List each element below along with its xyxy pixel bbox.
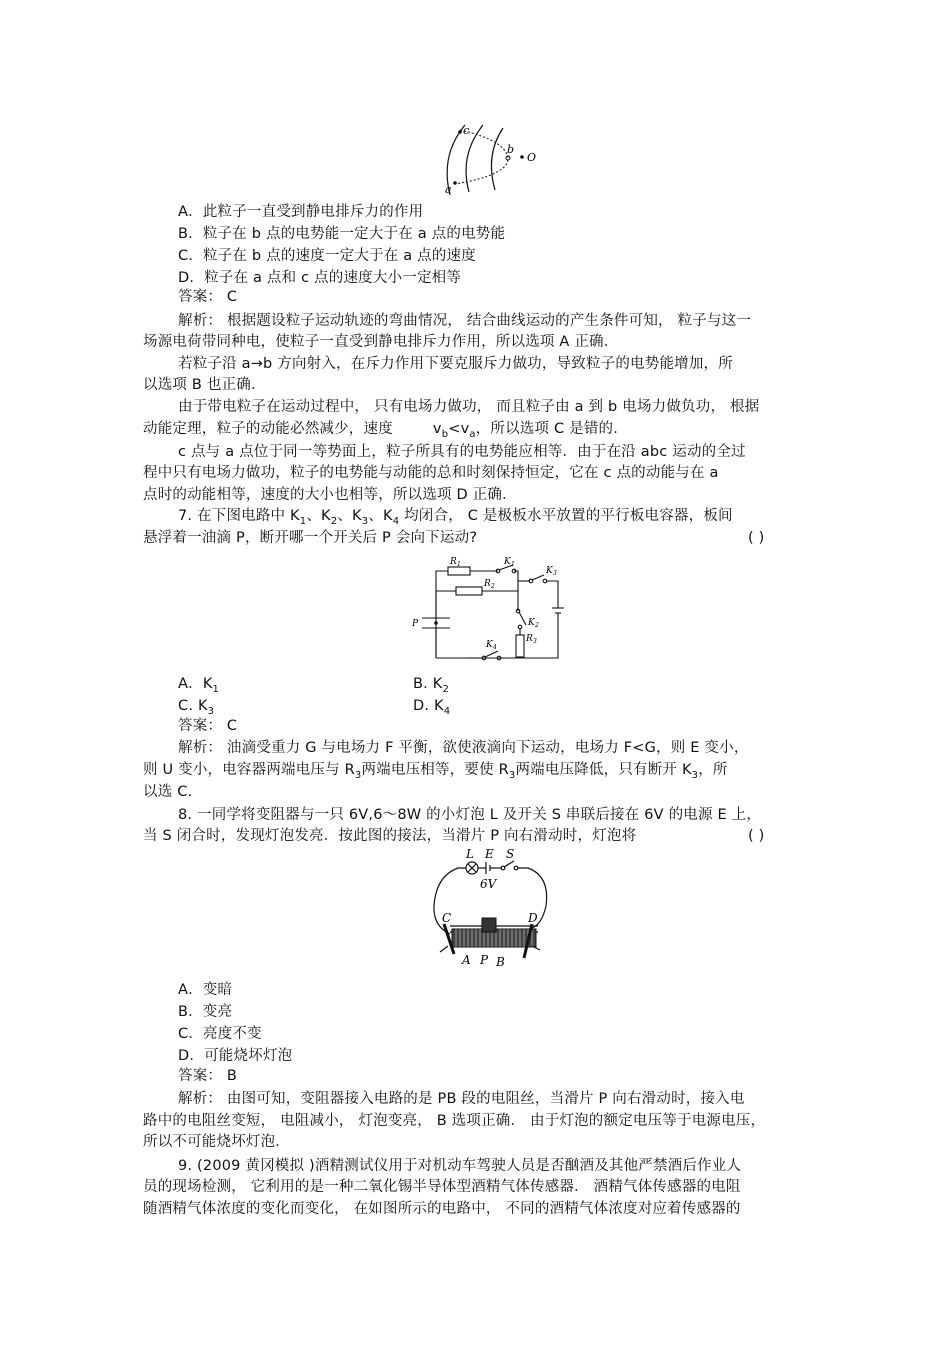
q8-stem-2: 当 S 闭合时，发现灯泡发亮．按此图的接法，当滑片 P 向右滑动时，灯泡将: [143, 828, 637, 844]
q7-stem-1-d: 、K: [368, 508, 393, 524]
q7-stem-1-sub3: 3: [361, 515, 369, 527]
q6-speed-sub-b: b: [441, 428, 449, 440]
q7-option-a-text: A．K: [178, 676, 213, 692]
q7-option-c-text: C. K: [178, 698, 208, 714]
circuit-label-k4-sub: 4: [493, 644, 497, 651]
q6-analysis-3: 若粒子沿 a→b 方向射入，在斥力作用下要克服斥力做功，导致粒子的电势能增加，所: [178, 356, 733, 372]
rheostat-label-b: B: [496, 955, 505, 968]
q7-stem-2: 悬浮着一油滴 P，断开哪一个开关后 P 会向下运动?: [143, 530, 478, 546]
q7-analysis-2-sub1: 3: [354, 769, 362, 781]
q7-stem-1-sub2: 2: [330, 515, 338, 527]
q7-analysis-2-c: 两端电压降低，只有断开 K: [515, 762, 692, 778]
q7-analysis-2-a: 则 U 变小，电容器两端电压与 R: [143, 762, 355, 778]
q7-analysis-2: [143, 760, 728, 786]
q6-analysis-5: 由于带电粒子在运动过程中， 只有电场力做功， 而且粒子由 a 到 b 电场力做负功， 根据: [178, 399, 760, 415]
circuit-label-r2: R: [484, 579, 491, 589]
q6-speed-lt: <v: [448, 421, 470, 437]
q7-option-a-sub: 1: [212, 683, 220, 695]
q6-option-b: B．粒子在 b 点的电势能一定大于在 a 点的电势能: [178, 226, 506, 242]
q6-option-c: C．粒子在 b 点的速度一定大于在 a 点的速度: [178, 248, 476, 264]
q6-speed-v: v: [432, 421, 442, 437]
q7-stem-1-c: 、K: [337, 508, 362, 524]
q8-option-d: D．可能烧坏灯泡: [178, 1048, 293, 1064]
q7-analysis-2-sub2: 3: [508, 769, 516, 781]
q7-analysis-2-sub3: 3: [691, 769, 699, 781]
circuit-label-r3: R: [526, 634, 533, 644]
q7-stem-1-b: 、K: [306, 508, 331, 524]
q7-stem-1-sub4: 4: [392, 515, 400, 527]
q6-option-a: A．此粒子一直受到静电排斥力的作用: [178, 204, 424, 220]
q8-stem-1: 8. 一同学将变阻器与一只 6V,6～8W 的小灯泡 L 及开关 S 串联后接在 6V 的电源 E 上，: [178, 807, 762, 823]
rheostat-label-a: A: [462, 953, 471, 967]
q7-option-d: [413, 696, 450, 722]
rheostat-label-e: E: [485, 847, 494, 861]
q9-line-1: 9. (2009 黄冈模拟 )酒精测试仪用于对机动车驾驶人员是否酗酒及其他严禁酒后作业人: [178, 1158, 742, 1174]
circuit-label-k2-sub: 2: [535, 622, 539, 629]
circuit-label-k1: K: [504, 557, 511, 567]
circuit-label-k1-sub: 1: [511, 561, 515, 568]
circuit-label-r3-sub: 3: [533, 638, 537, 645]
q6-analysis-6: [143, 419, 628, 445]
q7-option-c-sub: 3: [207, 705, 215, 717]
fig1-label-a: a: [445, 183, 452, 196]
circuit-label-r1: R: [450, 557, 457, 567]
rheostat-figure: [428, 846, 554, 968]
q7-analysis-2-d: ，所: [698, 762, 728, 778]
q6-analysis-9: 点时的动能相等，速度的大小也相等，所以选项 D 正确．: [143, 487, 517, 503]
q6-analysis-2: 场源电荷带同种电，使粒子一直受到静电排斥力作用，所以选项 A 正确．: [143, 334, 619, 350]
q9-line-3: 随酒精气体浓度的变化而变化， 在如图所示的电路中， 不同的酒精气体浓度对应着传感器的: [143, 1201, 741, 1217]
circuit-label-p: P: [412, 619, 419, 629]
q7-analysis-2-b: 两端电压相等，要使 R: [361, 762, 509, 778]
q6-analysis-6-text: 动能定理，粒子的动能必然减少，速度: [143, 421, 393, 437]
q7-stem-1-sub1: 1: [299, 515, 307, 527]
q7-option-d-sub: 4: [443, 705, 451, 717]
rheostat-label-s: S: [506, 847, 515, 861]
rheostat-label-p: P: [480, 953, 489, 967]
q7-answer: 答案： C: [178, 718, 238, 734]
q7-stem-1-a: 7. 在下图电路中 K: [178, 508, 300, 524]
q6-answer: 答案： C: [178, 289, 238, 305]
q6-speed-suffix: ，所以选项 C 是错的．: [475, 421, 628, 437]
circuit-label-r1-sub: 1: [457, 561, 461, 568]
circuit-label-k4: K: [486, 640, 493, 650]
circuit-label-k2: K: [528, 618, 535, 628]
circuit-figure: [408, 553, 568, 661]
q7-analysis-3: 以选 C.: [143, 784, 193, 800]
q8-analysis-1: 解析： 由图可知，变阻器接入电路的是 PB 段的电阻丝，当滑片 P 向右滑动时，接入电: [178, 1091, 745, 1107]
q6-analysis-4: 以选项 B 也正确．: [143, 377, 266, 393]
q7-answer-blank: ( ): [748, 530, 765, 546]
fig1-label-b: b: [507, 143, 515, 156]
q6-option-d: D．粒子在 a 点和 c 点的速度大小一定相等: [178, 270, 462, 286]
q8-analysis-3: 所以不可能烧坏灯泡．: [143, 1134, 290, 1150]
q8-answer: 答案： B: [178, 1068, 238, 1084]
rheostat-label-d: D: [528, 911, 538, 925]
q6-analysis-7: c 点与 a 点位于同一等势面上，粒子所具有的电势能应相等．由于在沿 abc 运动的全过: [178, 444, 746, 460]
q7-stem-1-e: 均闭合， C 是极板水平放置的平行板电容器，板间: [399, 508, 733, 524]
q6-analysis-1: 解析： 根据题设粒子运动轨迹的弯曲情况， 结合曲线运动的产生条件可知， 粒子与这一: [178, 313, 752, 329]
q7-analysis-1: 解析： 油滴受重力 G 与电场力 F 平衡，欲使液滴向下运动，电场力 F<G，则 E 变小，: [178, 740, 749, 756]
rheostat-label-c: C: [442, 911, 452, 925]
fig1-label-c: c: [463, 124, 470, 137]
q7-option-d-text: D. K: [413, 698, 444, 714]
q7-option-b-text: B. K: [413, 676, 443, 692]
q7-option-b-sub: 2: [442, 683, 450, 695]
circuit-label-r2-sub: 2: [491, 583, 495, 590]
q8-option-b: B．变亮: [178, 1004, 233, 1020]
rheostat-label-6v: 6V: [480, 877, 497, 891]
circuit-label-k3-sub: 3: [553, 570, 557, 577]
q6-analysis-8: 程中只有电场力做功，粒子的电势能与动能的总和时刻保持恒定，它在 c 点的动能与在 a: [143, 465, 719, 481]
q8-option-a: A．变暗: [178, 982, 233, 998]
q6-speed-sub-a: a: [469, 428, 476, 440]
q9-line-2: 员的现场检测， 它利用的是一种二氧化锡半导体型酒精气体传感器． 酒精气体传感器的电阻: [143, 1179, 741, 1195]
q8-answer-blank: ( ): [748, 828, 765, 844]
trajectory-figure: [435, 120, 555, 200]
q8-analysis-2: 路中的电阻丝变短， 电阻减小， 灯泡变亮， B 选项正确． 由于灯泡的额定电压等于电源电压，: [143, 1113, 766, 1129]
q8-option-c: C．亮度不变: [178, 1026, 262, 1042]
circuit-label-k3: K: [546, 566, 553, 576]
fig1-label-o: O: [527, 151, 537, 164]
rheostat-label-l: L: [466, 847, 474, 861]
